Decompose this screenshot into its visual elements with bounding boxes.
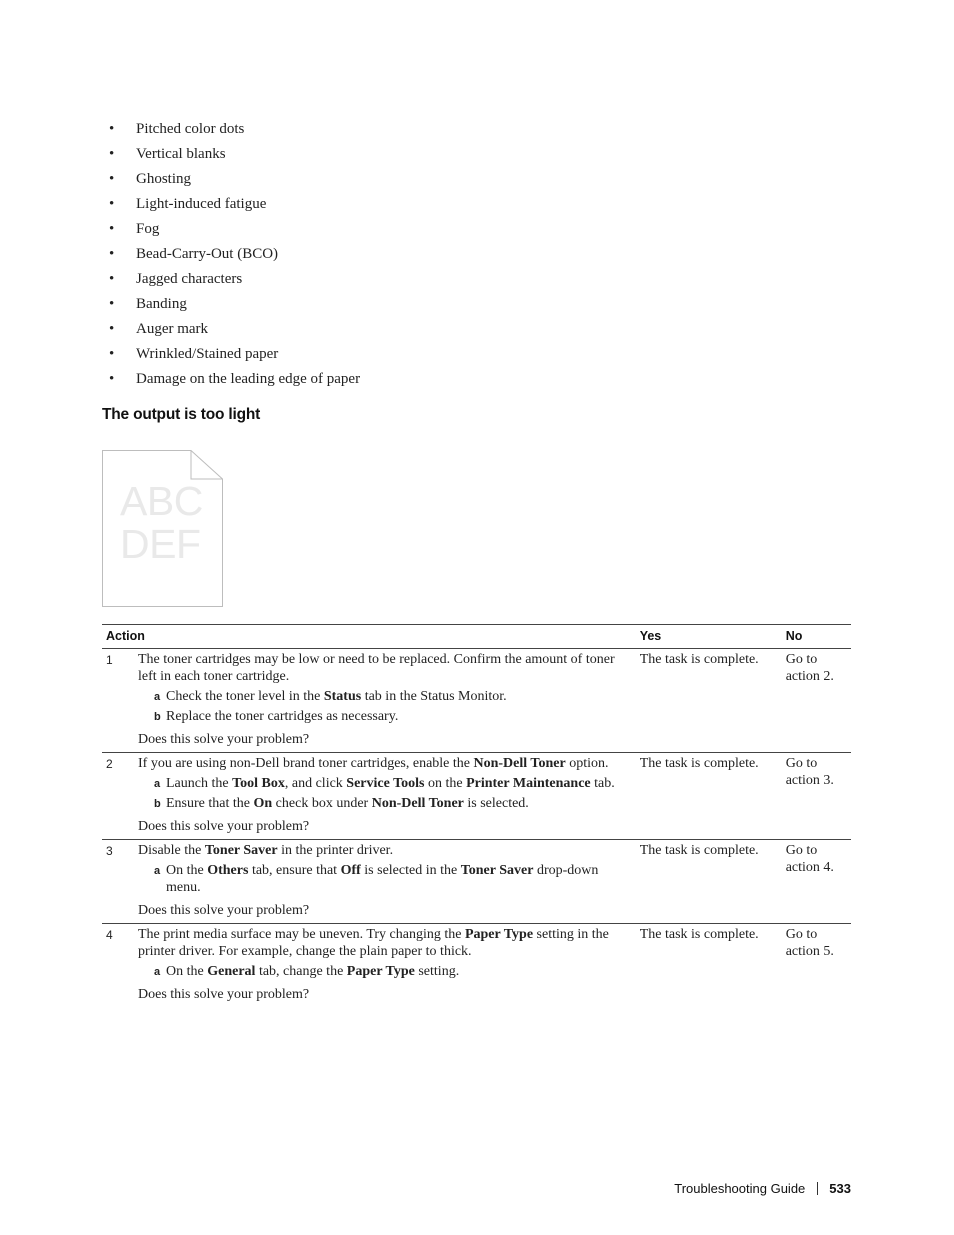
substep: a Check the toner level in the Status tab in the Status Monitor. — [154, 689, 507, 704]
substep: b Replace the toner cartridges as necessary. — [154, 709, 399, 724]
yes-cell: The task is complete. — [636, 753, 782, 840]
table-header-row — [102, 625, 851, 649]
action-description: The print media surface may be uneven. Try changing the Paper Type setting in the printer driver. For example, change the plain paper to thick. — [138, 927, 609, 959]
page-footer — [674, 1181, 851, 1196]
header-no: No — [782, 625, 851, 649]
action-number: 3 — [102, 840, 134, 924]
table-row — [102, 753, 851, 840]
header-action: Action — [102, 625, 636, 649]
list-item: • Wrinkled/Stained paper — [109, 346, 279, 362]
action-question: Does this solve your problem? — [138, 903, 310, 918]
substep: b Ensure that the On check box under Non-Dell Toner is selected. — [154, 796, 529, 811]
faded-sample-text: ABC DEF — [120, 478, 203, 567]
list-item: • Banding — [109, 296, 187, 312]
action-cell — [134, 649, 636, 753]
page-number: 533 — [829, 1181, 851, 1196]
list-item: • Auger mark — [109, 321, 209, 337]
substep-list — [138, 688, 632, 725]
table-row — [102, 840, 851, 924]
no-cell: Go to action 4. — [782, 840, 851, 924]
no-cell: Go to action 3. — [782, 753, 851, 840]
action-cell — [134, 753, 636, 840]
yes-cell: The task is complete. — [636, 840, 782, 924]
action-number: 1 — [102, 649, 134, 753]
action-cell — [134, 840, 636, 924]
substep-list — [138, 775, 632, 812]
header-yes: Yes — [636, 625, 782, 649]
action-question: Does this solve your problem? — [138, 987, 310, 1002]
action-question: Does this solve your problem? — [138, 819, 310, 834]
list-item: • Jagged characters — [109, 271, 243, 287]
list-item: • Vertical blanks — [109, 146, 226, 162]
footer-divider — [817, 1182, 818, 1195]
list-item: • Bead-Carry-Out (BCO) — [109, 246, 279, 262]
symptom-list — [109, 119, 360, 394]
action-cell — [134, 924, 636, 1008]
action-number: 4 — [106, 928, 113, 942]
list-item: • Ghosting — [109, 171, 192, 187]
section-title: The output is too light — [102, 406, 261, 423]
list-item: • Fog — [109, 221, 160, 237]
footer-section-title: Troubleshooting Guide — [674, 1181, 806, 1196]
action-description: If you are using non-Dell brand toner cartridges, enable the Non-Dell Toner option. — [138, 756, 609, 771]
light-output-illustration — [102, 450, 224, 607]
substep: a On the General tab, change the Paper Type setting. — [154, 964, 460, 979]
action-table — [102, 624, 851, 1007]
action-number: 2 — [102, 753, 134, 840]
no-cell: Go to action 2. — [782, 649, 851, 753]
yes-cell: The task is complete. — [636, 649, 782, 753]
list-item: • Pitched color dots — [109, 121, 245, 137]
substep-list — [138, 862, 632, 896]
action-description: Disable the Toner Saver in the printer driver. — [138, 843, 394, 858]
yes-cell: The task is complete. — [639, 927, 759, 942]
no-cell: Go to action 5. — [785, 927, 834, 959]
action-description: The toner cartridges may be low or need to be replaced. Confirm the amount of toner left in each toner cartridge. — [138, 652, 615, 684]
action-question: Does this solve your problem? — [138, 732, 310, 747]
list-item: • Light-induced fatigue — [109, 196, 267, 212]
substep-list — [138, 963, 632, 980]
substep: a On the Others tab, ensure that Off is selected in the Toner Saver drop-down menu. — [154, 863, 599, 895]
substep: a Launch the Tool Box, and click Service Tools on the Printer Maintenance tab. — [154, 776, 615, 791]
table-row — [102, 649, 851, 753]
list-item: • Damage on the leading edge of paper — [109, 371, 361, 387]
table-row — [102, 924, 851, 1008]
